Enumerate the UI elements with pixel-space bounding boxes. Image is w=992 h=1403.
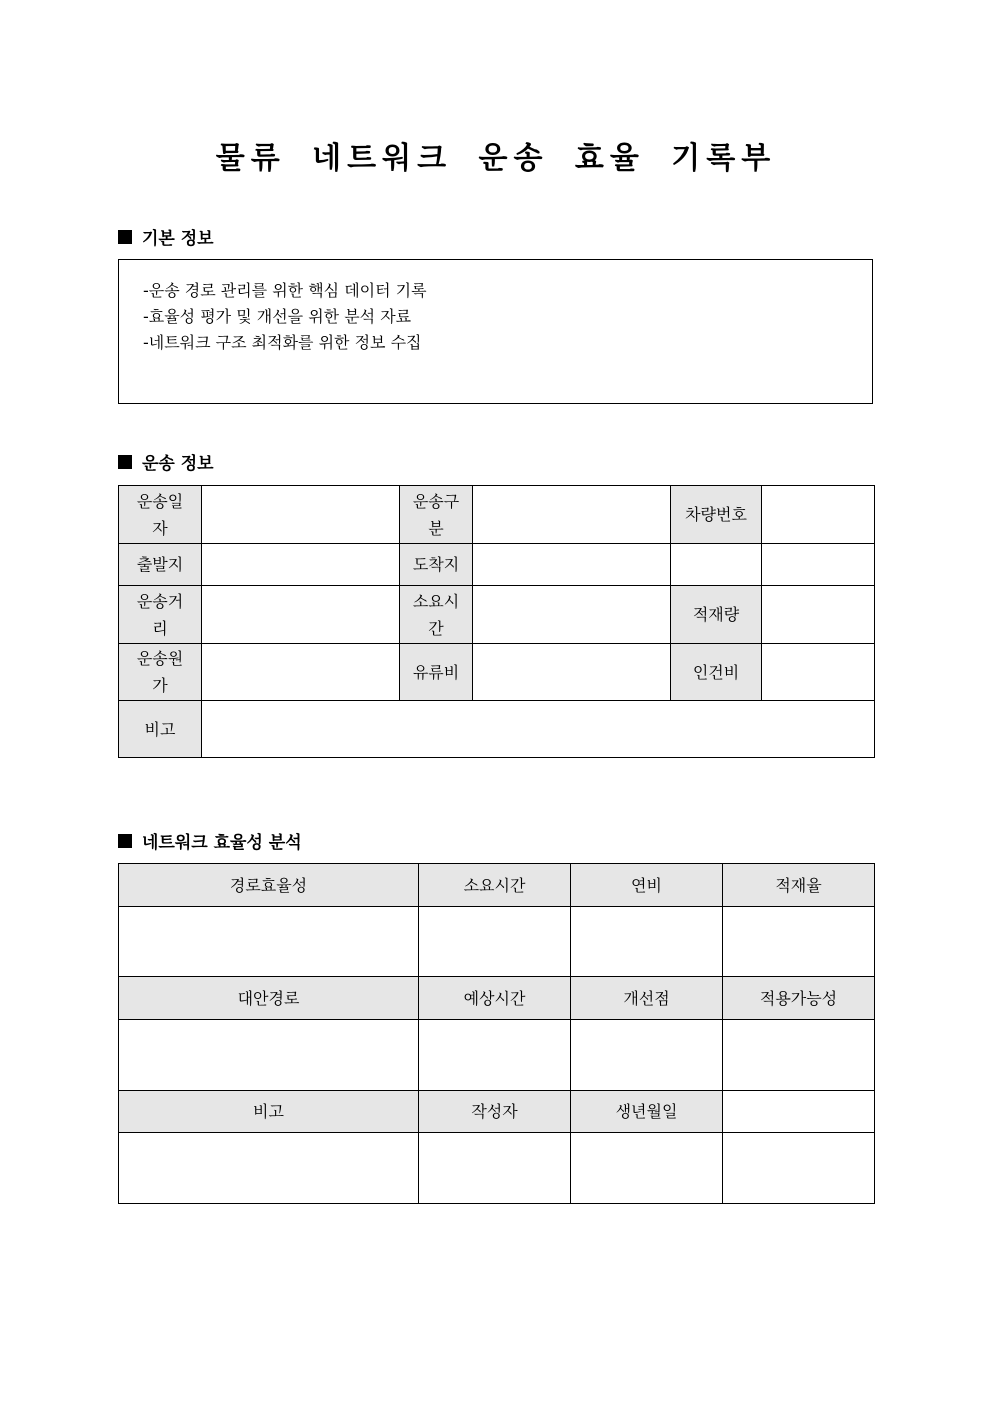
field-remarks[interactable] xyxy=(119,1133,419,1204)
field-fuel-efficiency[interactable] xyxy=(571,907,723,977)
label-transport-cost: 운송원 가 xyxy=(119,644,202,701)
network-analysis-table xyxy=(118,863,875,1204)
label-origin: 출발지 xyxy=(119,544,202,586)
square-bullet-icon xyxy=(118,455,132,469)
label-vehicle-number: 차량번호 xyxy=(671,486,762,544)
field-distance[interactable] xyxy=(202,586,400,644)
field-transport-date[interactable] xyxy=(202,486,400,544)
header-travel-time: 소요시간 xyxy=(419,864,571,907)
header-route-efficiency: 경로효율성 xyxy=(119,864,419,907)
field-origin[interactable] xyxy=(202,544,400,586)
header-applicability: 적용가능성 xyxy=(723,977,875,1020)
basic-info-heading xyxy=(118,224,214,249)
network-analysis-heading-label: 네트워크 효율성 분석 xyxy=(142,833,302,853)
network-analysis-heading xyxy=(118,828,302,853)
field-author[interactable] xyxy=(419,1133,571,1204)
field-duration[interactable] xyxy=(473,586,671,644)
label-labor-cost: 인건비 xyxy=(671,644,762,701)
field-expected-time[interactable] xyxy=(419,1020,571,1091)
basic-info-line: -네트워크 구조 최적화를 위한 정보 수집 xyxy=(143,333,422,352)
transport-info-table xyxy=(118,485,875,758)
basic-info-box xyxy=(118,259,873,404)
field-destination[interactable] xyxy=(473,544,671,586)
field-remarks[interactable] xyxy=(202,701,875,758)
field-improvements[interactable] xyxy=(571,1020,723,1091)
label-destination: 도착지 xyxy=(400,544,473,586)
header-load-ratio: 적재율 xyxy=(723,864,875,907)
header-remarks: 비고 xyxy=(119,1091,419,1133)
square-bullet-icon xyxy=(118,230,132,244)
field-birth-date[interactable] xyxy=(571,1133,723,1204)
field-travel-time[interactable] xyxy=(419,907,571,977)
field-transport-type[interactable] xyxy=(473,486,671,544)
label-load: 적재량 xyxy=(671,586,762,644)
transport-info-heading xyxy=(118,449,214,474)
label-distance: 운송거 리 xyxy=(119,586,202,644)
transport-info-heading-label: 운송 정보 xyxy=(142,454,214,474)
field-alternative-route[interactable] xyxy=(119,1020,419,1091)
document-title: 물류 네트워크 운송 효율 기록부 xyxy=(215,141,777,176)
field-labor-cost[interactable] xyxy=(762,644,875,701)
header-birth-date: 생년월일 xyxy=(571,1091,723,1133)
field-blank[interactable] xyxy=(723,1091,875,1133)
label-fuel-cost: 유류비 xyxy=(400,644,473,701)
field-vehicle-number[interactable] xyxy=(762,486,875,544)
field-fuel-cost[interactable] xyxy=(473,644,671,701)
field-blank[interactable] xyxy=(671,544,762,586)
header-improvements: 개선점 xyxy=(571,977,723,1020)
field-applicability[interactable] xyxy=(723,1020,875,1091)
basic-info-heading-label: 기본 정보 xyxy=(142,229,214,249)
field-transport-cost[interactable] xyxy=(202,644,400,701)
label-transport-date: 운송일 자 xyxy=(119,486,202,544)
square-bullet-icon xyxy=(118,834,132,848)
header-fuel-efficiency: 연비 xyxy=(571,864,723,907)
field-blank[interactable] xyxy=(723,1133,875,1204)
header-expected-time: 예상시간 xyxy=(419,977,571,1020)
header-author: 작성자 xyxy=(419,1091,571,1133)
field-load-ratio[interactable] xyxy=(723,907,875,977)
field-route-efficiency[interactable] xyxy=(119,907,419,977)
label-transport-type: 운송구 분 xyxy=(400,486,473,544)
basic-info-line: -효율성 평가 및 개선을 위한 분석 자료 xyxy=(143,307,412,326)
label-remarks: 비고 xyxy=(119,701,202,758)
basic-info-line: -운송 경로 관리를 위한 핵심 데이터 기록 xyxy=(143,281,427,300)
label-duration: 소요시 간 xyxy=(400,586,473,644)
field-load[interactable] xyxy=(762,586,875,644)
header-alternative-route: 대안경로 xyxy=(119,977,419,1020)
field-blank[interactable] xyxy=(762,544,875,586)
